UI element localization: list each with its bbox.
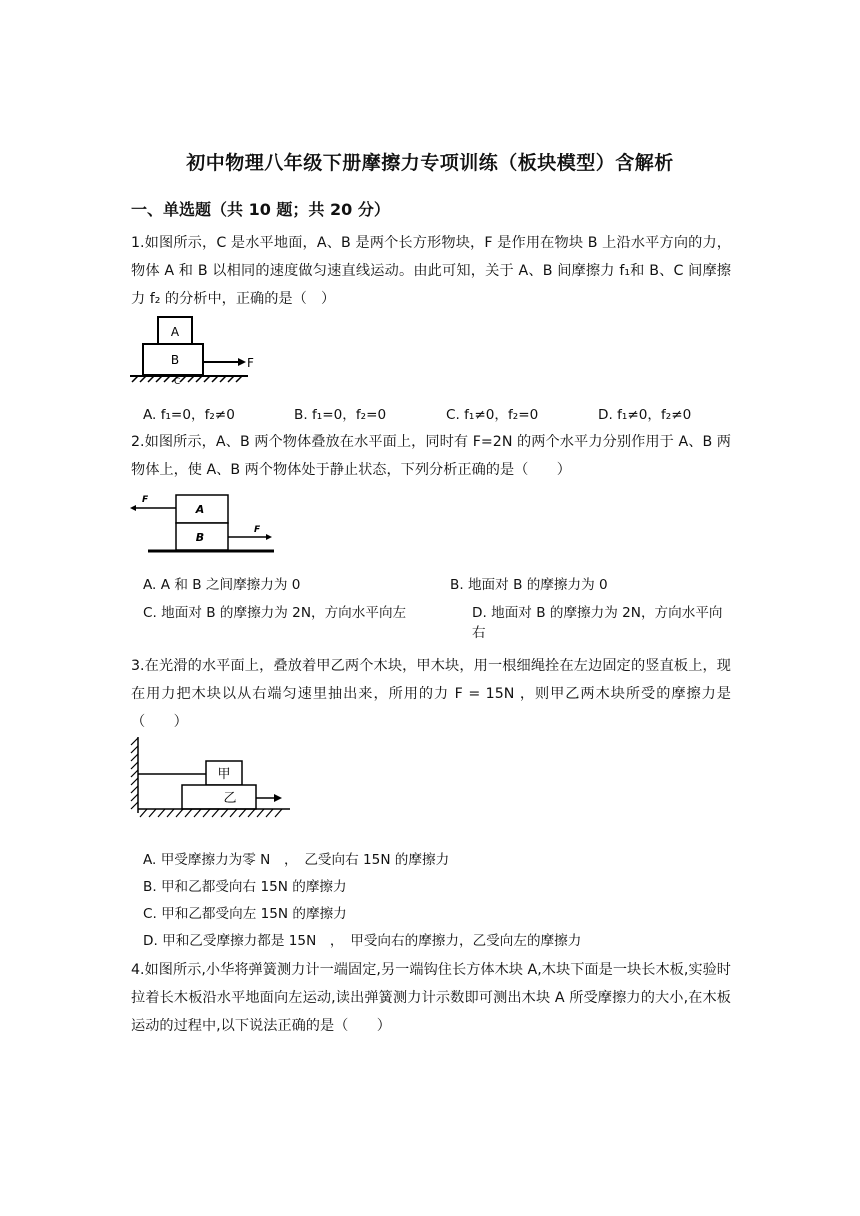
force-label: F [247, 356, 254, 370]
block-a-label: A [170, 325, 180, 339]
q3-option-b[interactable]: B. 甲和乙都受向右 15N 的摩擦力 [143, 879, 347, 895]
q3-option-d[interactable]: D. 甲和乙受摩擦力都是 15N ， 甲受向右的摩擦力，乙受向左的摩擦力 [143, 933, 582, 949]
section-heading: 一、单选题（共 10 题；共 20 分） [131, 200, 390, 219]
force-arrow-head [238, 358, 246, 366]
q1-option-b[interactable]: B. f₁=0，f₂=0 [294, 407, 387, 423]
q2-option-c[interactable]: C. 地面对 B 的摩擦力为 2N，方向水平向左 [143, 605, 407, 621]
left-force-head [130, 505, 136, 511]
ground-label: C [174, 377, 181, 384]
ground-hatch [140, 809, 282, 817]
block-b-label: B [195, 531, 205, 544]
right-force-head [266, 534, 272, 540]
right-force-label: F [254, 525, 261, 535]
question-1-text: 1.如图所示，C 是水平地面，A、B 是两个长方形物块，F 是作用在物块 B 上沿水平方向的力，物体 A 和 B 以相同的速度做匀速直线运动。由此可知，关于 A、B 间摩擦力 f₁和 B、C 间摩擦力 f₂ 的分析中，正确的是（ ） [131, 235, 731, 307]
question-1-figure [128, 312, 263, 384]
wall-hatch [131, 738, 138, 809]
question-4-text: 4.如图所示,小华将弹簧测力计一端固定,另一端钩住长方体木块 A,木块下面是一块长木板,实验时拉着长木板沿水平地面向左运动,读出弹簧测力计示数即可测出木块 A 所受摩擦力的大小,在木板运动的过程中,以下说法正确的是（ ） [131, 962, 731, 1034]
document-title: 初中物理八年级下册摩擦力专项训练（板块模型）含解析 [186, 152, 674, 174]
block-a-label: A [195, 503, 205, 516]
block-jia-label: 甲 [217, 767, 231, 782]
block-yi [182, 785, 256, 809]
block-b-label: B [170, 353, 180, 367]
left-force-label: F [142, 495, 149, 505]
q3-option-a[interactable]: A. 甲受摩擦力为零 N ， 乙受向右 15N 的摩擦力 [143, 852, 450, 868]
question-2-figure [128, 490, 276, 558]
question-3-text: 3.在光滑的水平面上，叠放着甲乙两个木块，甲木块，用一根细绳拴在左边固定的竖直板上，现在用力把木块以从右端匀速里抽出来，所用的力 F = 15N ，则甲乙两木块所受的摩擦力是（ ） [131, 658, 731, 730]
q2-option-a[interactable]: A. A 和 B 之间摩擦力为 0 [143, 577, 301, 593]
q1-option-c[interactable]: C. f₁≠0，f₂=0 [446, 407, 539, 423]
q1-option-a[interactable]: A. f₁=0，f₂≠0 [143, 407, 235, 423]
pull-force-head [274, 794, 282, 802]
block-yi-label: 乙 [223, 791, 237, 806]
question-3-figure [130, 735, 290, 825]
q3-option-c[interactable]: C. 甲和乙都受向左 15N 的摩擦力 [143, 906, 347, 922]
q2-option-b[interactable]: B. 地面对 B 的摩擦力为 0 [450, 577, 608, 593]
q2-option-d[interactable]: D. 地面对 B 的摩擦力为 2N，方向水平向右 [472, 605, 723, 641]
question-2-text: 2.如图所示，A、B 两个物体叠放在水平面上，同时有 F=2N 的两个水平力分别作用于 A、B 两物体上，使 A、B 两个物体处于静止状态，下列分析正确的是（ ） [131, 434, 731, 478]
q1-option-d[interactable]: D. f₁≠0，f₂≠0 [598, 407, 692, 423]
